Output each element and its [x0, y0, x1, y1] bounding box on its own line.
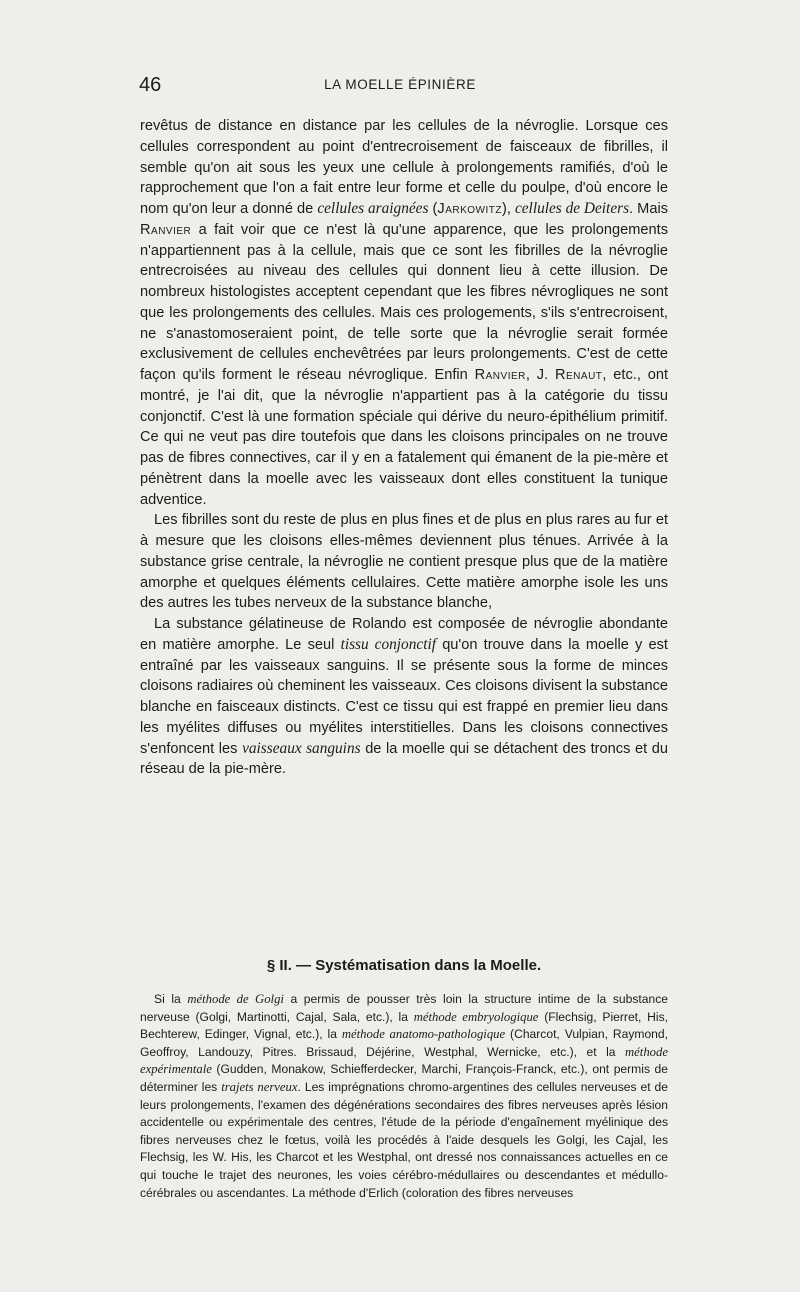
- running-title: LA MOELLE ÉPINIÈRE: [324, 77, 476, 92]
- section-heading: § II. — Systématisation dans la Moelle.: [266, 957, 542, 974]
- text-run: (Gudden, Monakow, Schiefferdecker, Marchi, François-Franck, etc.), ont permis de déterminer les: [140, 1062, 668, 1094]
- text-run: a permis de pousser très loin la structure intime de la substance nerveuse (Golgi, Martinotti, Cajal, Sala, etc.), la: [140, 992, 668, 1024]
- italic-term: méthode de Golgi: [187, 992, 284, 1006]
- text-run: qu'on trouve dans la moelle y est entraîné par les vaisseaux sanguins. Il se présente sous la forme de minces cloisons radiaires où cheminent les vaisseaux. Ces cloisons divisent la substance blanche en faisceaux distincts. C'est ce tissu qui est frappé en premier lieu dans les myélites diffuses ou myélites interstitielles. Dans les cloisons connectives s'enfoncent les: [140, 636, 668, 757]
- text-run: , etc., ont montré, je l'ai dit, que la névroglie n'appartient pas à la catégorie du tissu conjonctif. C'est là une formation spéciale qui dérive du neuro-épithélium primitif. Ce qui ne veut pas dire toutefois que dans les cloisons principales on ne trouve pas de fibres connectives, car il y en a fatalement qui émanent de la pie-mère et pénètrent dans la moelle avec les vaisseaux dont elles constituent la tunique adventice.: [140, 367, 668, 508]
- text-run: . Mais: [629, 201, 668, 217]
- author-name: Jarkowitz: [437, 201, 502, 217]
- text-run: , J.: [525, 367, 555, 383]
- paragraph-1: [140, 116, 668, 510]
- text-run: . Les imprégnations chromo-argentines des cellules nerveuses et de leurs prolongements, l'examen des dégénérations secondaires des fibres nerveuses après lésion accidentelle ou expérimentale des centres, l'étude de la période d'engaînement myélinique des fibres nerveuses chez le fœtus, voilà les procédés à l'aide desquels les Golgi, les Cajal, les Flechsig, les W. His, les Charcot et les Westphal, ont dressé nos connaissances actuelles en ce qui touche le trajet des neurones, les voies cérébro-médullaires ou descendantes et médullo-cérébrales ou ascendantes. La méthode d'Erlich (coloration des fibres nerveuses: [140, 1079, 668, 1200]
- page-header: [0, 74, 800, 98]
- italic-term: méthode embryologique: [413, 1009, 539, 1024]
- text-run: ),: [501, 201, 515, 217]
- text-run: revêtus de distance en distance par les cellules de la névroglie. Lorsque ces cellules correspondent au point d'entrecroisement de faisceaux de fibrilles, il semble qu'on ait sous les yeux une cellule à prolongements ramifiés, d'où le rapprochement que l'on a fait entre leur forme et celle du poulpe, d'où encore le nom qu'on leur a donné de: [140, 118, 668, 217]
- body-text: [140, 116, 668, 780]
- text-run: (: [428, 201, 438, 217]
- text-run: (Flechsig, Pierret, His, Bechterew, Edinger, Vignal, etc.), la: [140, 1009, 668, 1042]
- text-run: (Charcot, Vulpian, Raymond, Geoffroy, Landouzy, Pitres. Brissaud, Déjérine, Westphal, Wernicke, etc.), et la: [140, 1027, 668, 1059]
- text-run: La substance gélatineuse de Rolando est composée de névroglie abondante en matière amorphe. Le seul: [140, 616, 668, 653]
- text-run: de la moelle qui se détachent des troncs et du réseau de la pie-mère.: [140, 740, 668, 778]
- small-print-text: [140, 991, 668, 1202]
- italic-term: méthode anatomo-pathologique: [341, 1027, 506, 1042]
- italic-term: tissu conjonctif: [340, 635, 436, 653]
- small-paragraph: [140, 991, 668, 1202]
- italic-term: vaisseaux sanguins: [242, 739, 361, 757]
- author-name: Ranvier: [140, 221, 192, 238]
- italic-term: méthode expérimentale: [140, 1044, 668, 1077]
- paragraph-2: Les fibrilles sont du reste de plus en plus fines et de plus en plus rares au fur et à mesure que les cloisons elles-mêmes deviennent plus ténues. Arrivée à la substance grise centrale, la névroglie ne contient presque plus que de la matière amorphe et quelques éléments cellulaires. Cette matière amorphe isole les uns des autres les tubes nerveux de la substance blanche,: [140, 512, 668, 612]
- page-number: 46: [139, 74, 162, 96]
- author-name: Renaut: [554, 367, 603, 383]
- text-run: a fait voir que ce n'est là qu'une apparence, que les prolongements n'appartiennent pas à la cellule, mais que ce sont les fibrilles de la névroglie entrecroisées au niveau des cellules qui donnent lieu à cette illusion. De nombreux histologistes acceptent cependant que les fibres névrogliques ne sont que les prolongements des cellules. Mais ces prologements, s'ils s'entrecroisent, ne s'anastomoseraient point, de telle sorte que la névroglie serait formée exclusivement de cellules enchevêtrées par leurs prolongements. C'est de cette façon qu'ils forment le réseau névroglique. Enfin: [140, 221, 668, 383]
- italic-term: trajets nerveux: [221, 1079, 298, 1094]
- italic-term: cellules de Deiters: [514, 200, 630, 217]
- author-name: Ranvier: [474, 367, 526, 383]
- italic-term: cellules araignées: [317, 200, 429, 217]
- text-run: Si la: [154, 992, 188, 1006]
- paragraph-3: [140, 614, 668, 780]
